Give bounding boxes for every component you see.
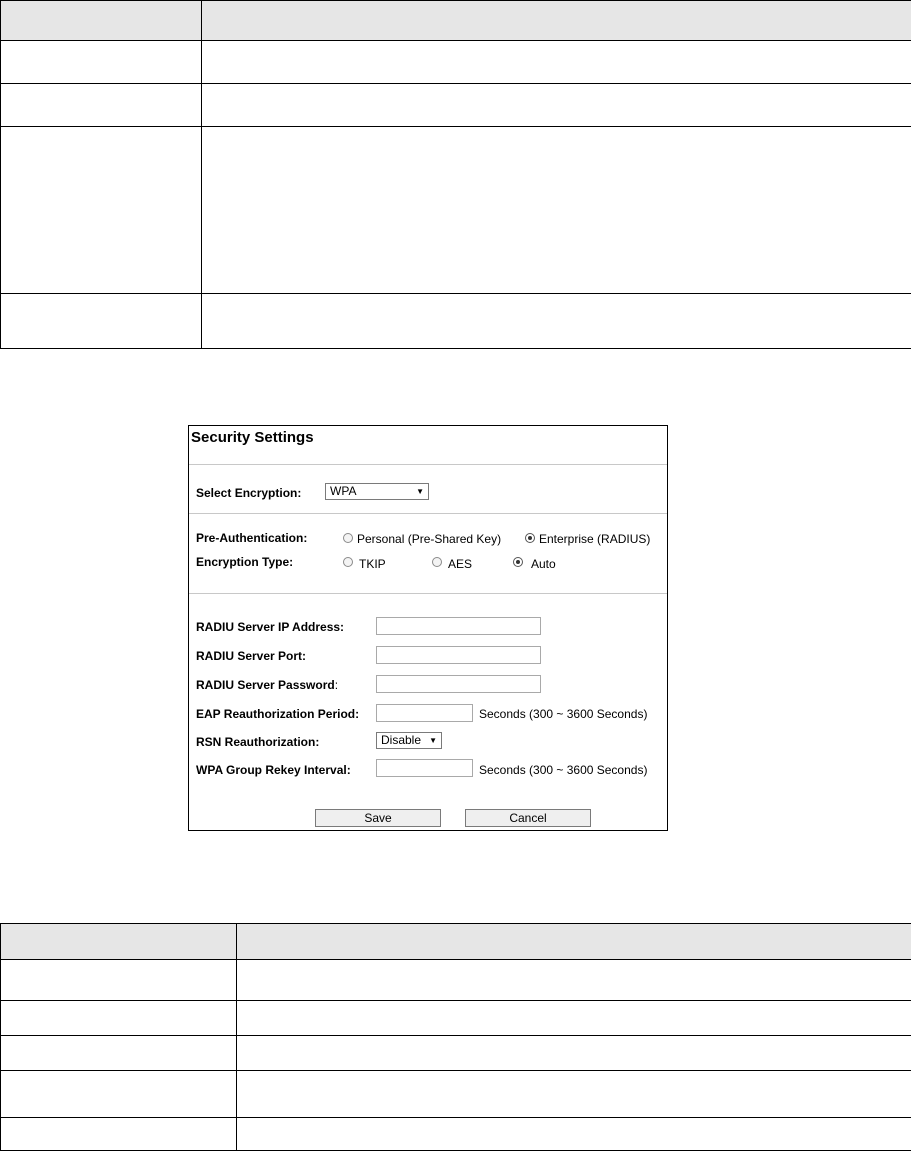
radius-password-colon: : xyxy=(334,678,339,692)
table-cell xyxy=(237,1001,911,1036)
table-cell xyxy=(237,1118,911,1151)
table-row xyxy=(1,1118,911,1151)
encryption-auto-label[interactable]: Auto xyxy=(531,557,556,571)
eap-reauth-input[interactable] xyxy=(376,704,473,722)
eap-reauth-hint: Seconds (300 ~ 3600 Seconds) xyxy=(479,707,648,721)
table-row xyxy=(1,1036,911,1071)
table-row xyxy=(1,41,911,84)
wpa-rekey-hint: Seconds (300 ~ 3600 Seconds) xyxy=(479,763,648,777)
table-cell xyxy=(1,84,202,127)
table-cell xyxy=(237,960,911,1001)
radius-password-label-text: RADIU Server Password xyxy=(196,678,335,692)
chevron-down-icon: ▼ xyxy=(416,487,424,496)
security-settings-panel xyxy=(188,425,668,831)
table-header-cell xyxy=(1,1,202,41)
radius-ip-label: RADIU Server IP Address: xyxy=(196,620,345,634)
table-row xyxy=(1,294,911,349)
encryption-aes-radio[interactable] xyxy=(432,557,442,567)
table-header-cell xyxy=(202,1,911,41)
table-cell xyxy=(1,41,202,84)
table-row xyxy=(1,84,911,127)
table-cell xyxy=(1,1071,237,1118)
rsn-reauth-select[interactable] xyxy=(376,732,442,749)
encryption-select-value: WPA xyxy=(330,484,357,498)
radius-port-input[interactable] xyxy=(376,646,541,664)
table-row xyxy=(1,1071,911,1118)
table-row xyxy=(1,1001,911,1036)
bottom-parameter-table xyxy=(0,923,911,1151)
cancel-button[interactable]: Cancel xyxy=(465,809,591,827)
table-cell xyxy=(1,127,202,294)
table-row xyxy=(1,127,911,294)
pre-auth-personal-radio[interactable] xyxy=(343,533,353,543)
save-button[interactable]: Save xyxy=(315,809,441,827)
encryption-aes-label[interactable]: AES xyxy=(448,557,473,571)
eap-reauth-label: EAP Reauthorization Period: xyxy=(196,707,360,721)
table-cell xyxy=(1,1118,237,1151)
radius-password-label xyxy=(196,678,338,692)
table-cell xyxy=(237,1071,911,1118)
wpa-rekey-label: WPA Group Rekey Interval: xyxy=(196,763,351,777)
top-parameter-table xyxy=(0,0,911,349)
table-header-row xyxy=(1,924,911,960)
encryption-type-label: Encryption Type: xyxy=(196,555,294,569)
table-cell xyxy=(202,41,911,84)
radius-password-input[interactable] xyxy=(376,675,541,693)
table-cell xyxy=(202,294,911,349)
encryption-select[interactable] xyxy=(325,483,429,500)
select-encryption-label: Select Encryption: xyxy=(196,486,302,500)
table-header-row xyxy=(1,1,911,41)
divider xyxy=(189,513,667,514)
table-cell xyxy=(1,1036,237,1071)
encryption-tkip-radio[interactable] xyxy=(343,557,353,567)
table-cell xyxy=(202,127,911,294)
rsn-reauth-label: RSN Reauthorization: xyxy=(196,735,320,749)
wpa-rekey-input[interactable] xyxy=(376,759,473,777)
pre-authentication-label: Pre-Authentication: xyxy=(196,531,308,545)
pre-auth-personal-label[interactable]: Personal (Pre-Shared Key) xyxy=(357,532,502,546)
table-header-cell xyxy=(1,924,237,960)
table-cell xyxy=(202,84,911,127)
encryption-tkip-label[interactable]: TKIP xyxy=(359,557,386,571)
table-cell xyxy=(1,294,202,349)
table-header-cell xyxy=(237,924,911,960)
divider xyxy=(189,593,667,594)
table-cell xyxy=(237,1036,911,1071)
pre-auth-enterprise-label[interactable]: Enterprise (RADIUS) xyxy=(539,532,651,546)
table-cell xyxy=(1,1001,237,1036)
table-cell xyxy=(1,960,237,1001)
rsn-reauth-select-value: Disable xyxy=(381,733,422,747)
table-row xyxy=(1,960,911,1001)
radius-ip-input[interactable] xyxy=(376,617,541,635)
encryption-auto-radio[interactable] xyxy=(513,557,523,567)
radius-port-label: RADIU Server Port: xyxy=(196,649,307,663)
chevron-down-icon: ▼ xyxy=(429,736,437,745)
panel-title: Security Settings xyxy=(191,429,314,446)
pre-auth-enterprise-radio[interactable] xyxy=(525,533,535,543)
divider xyxy=(189,464,667,465)
